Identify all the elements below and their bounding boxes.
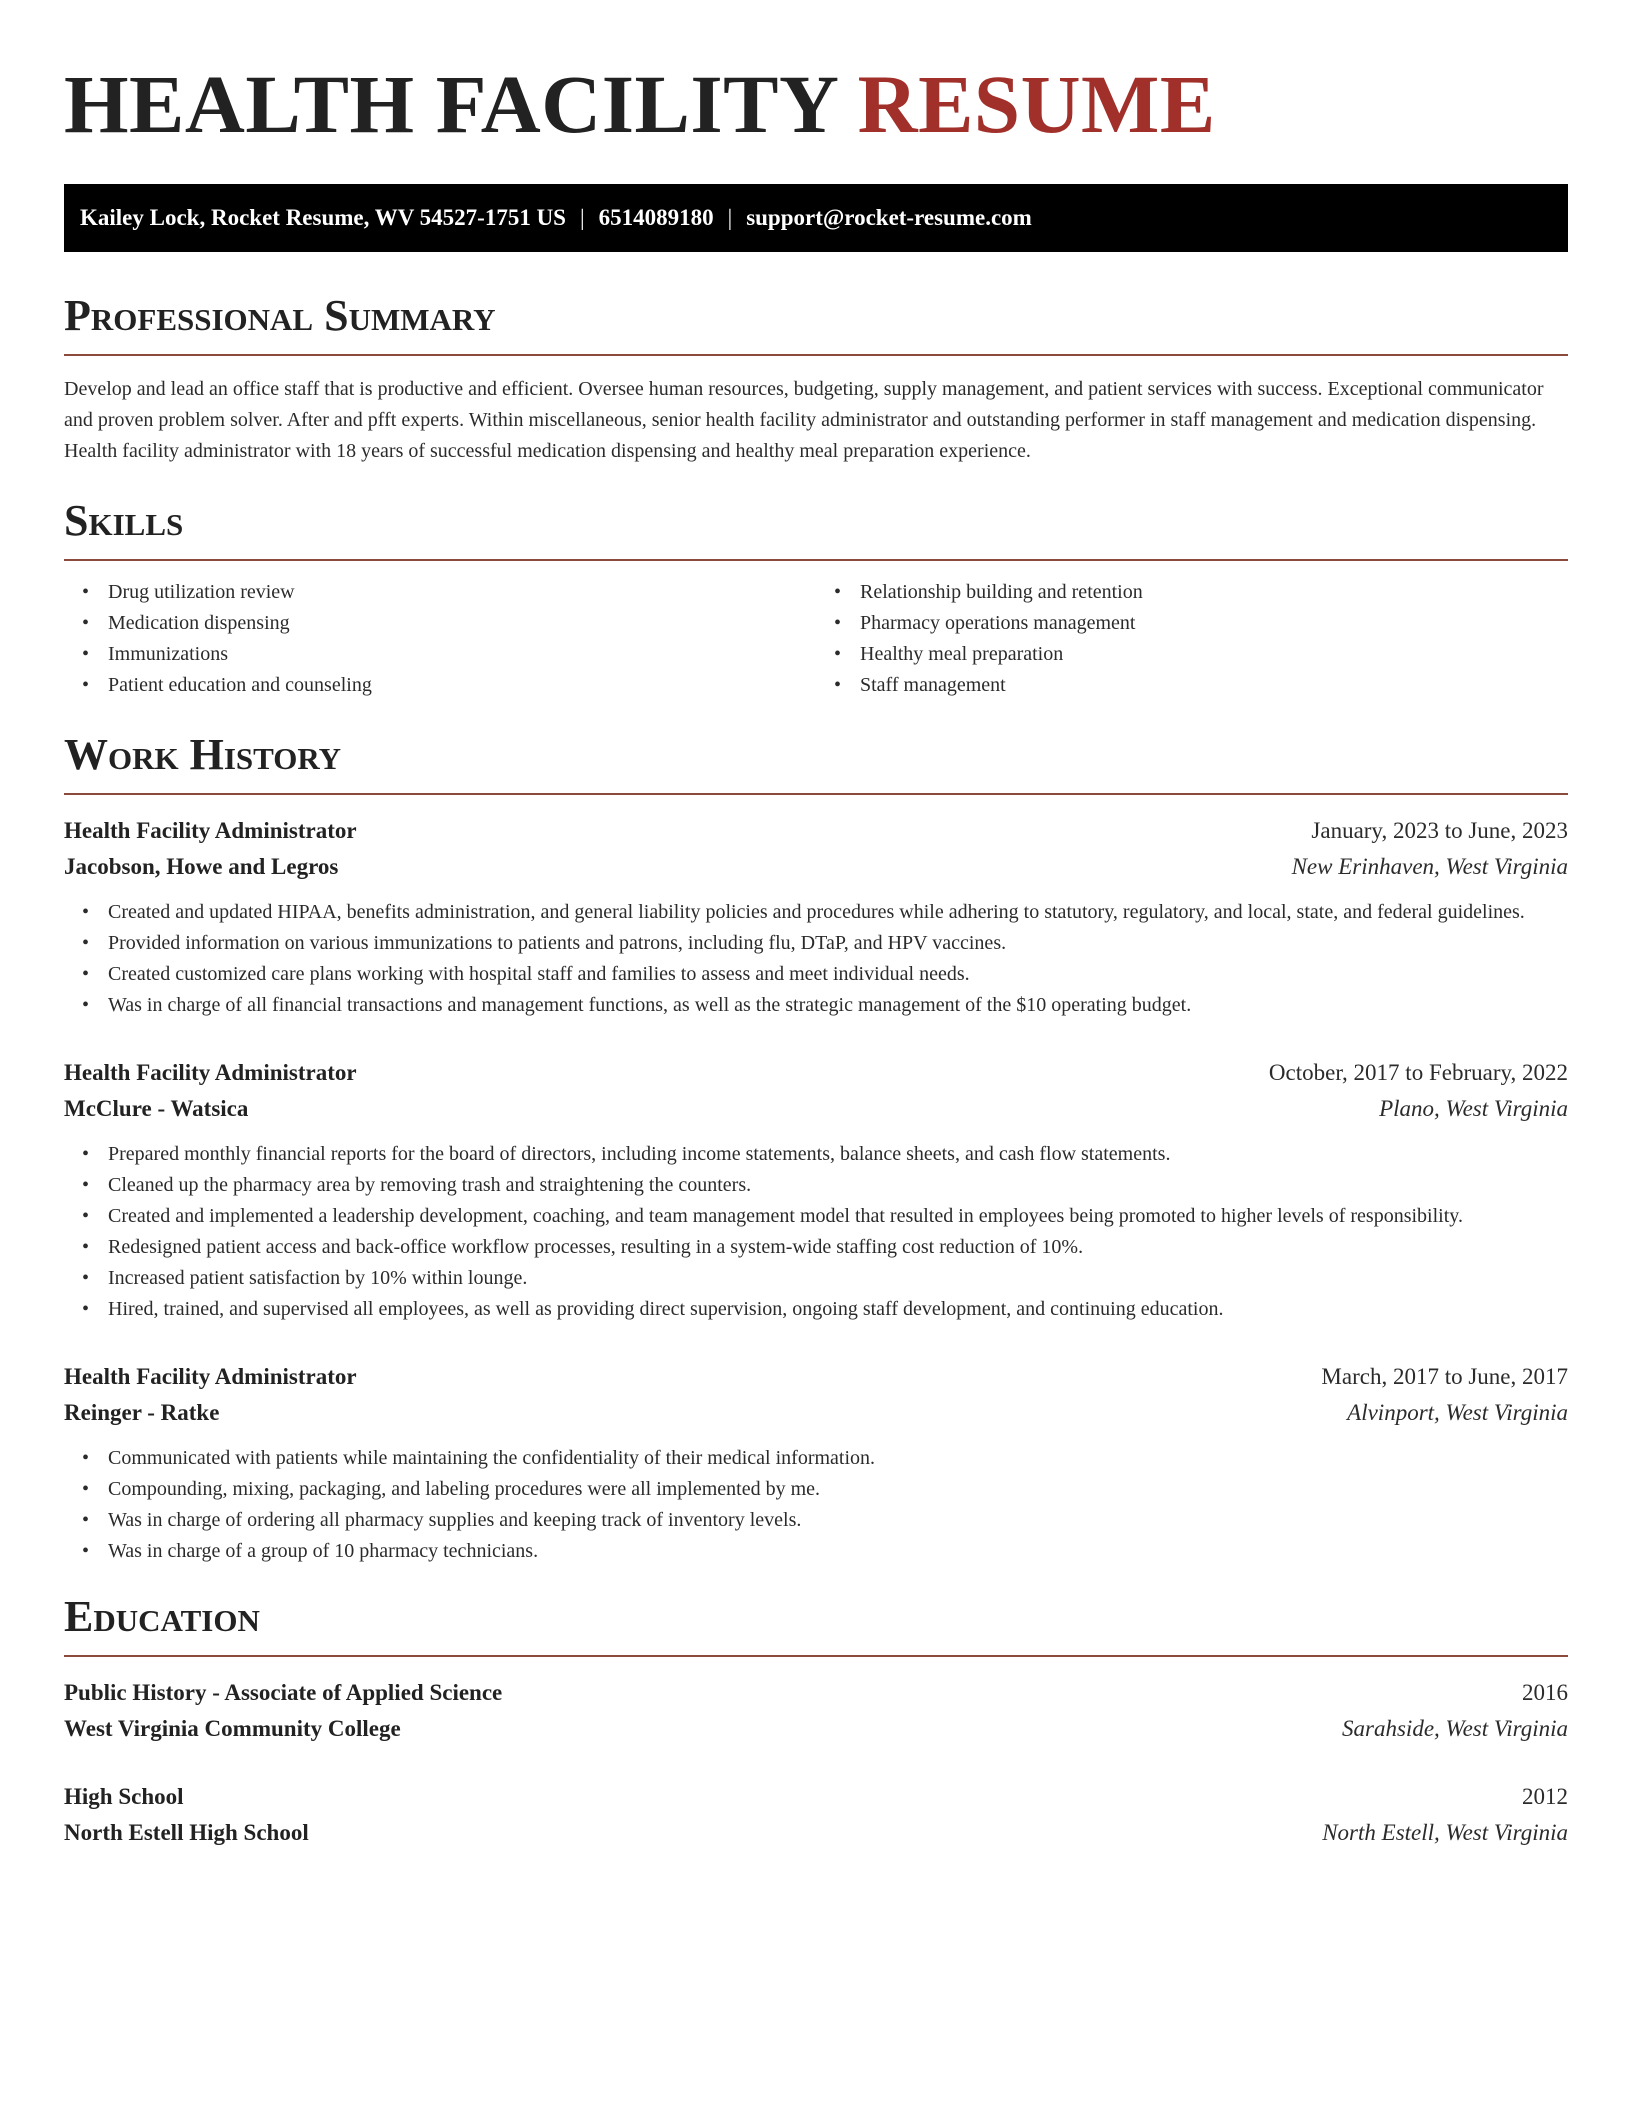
education-degree-row: [64, 1675, 1568, 1711]
job-duty: • Increased patient satisfaction by 10% within lounge.: [108, 1263, 1568, 1294]
summary-text: Develop and lead an office staff that is productive and efficient. Oversee human resources, budgeting, supply management, and patient services with success. Exceptional communicator and proven problem solver. After and pfft experts. Within miscellaneous, senior health facility administrator and outstanding performer in staff management and medication dispensing. Health facility administrator with 18 years of successful medication dispensing and healthy meal preparation experience.: [64, 378, 1544, 462]
education-school-row: [64, 1711, 1568, 1747]
skill-item: • Drug utilization review: [108, 577, 816, 608]
skill-item: • Staff management: [860, 670, 1568, 701]
job-duty: • Was in charge of all financial transactions and management functions, as well as the strategic management of the $10 operating budget.: [108, 990, 1568, 1021]
job-employer-row: [64, 1091, 1568, 1127]
job-title: Health Facility Administrator: [64, 1060, 357, 1085]
education-school-row: [64, 1815, 1568, 1851]
skills-column-left: [64, 577, 816, 701]
job-header-row: [64, 813, 1568, 849]
skill-item: • Patient education and counseling: [108, 670, 816, 701]
education-location: North Estell, West Virginia: [1322, 1820, 1568, 1845]
job-title: Health Facility Administrator: [64, 1364, 357, 1389]
job-duty: • Was in charge of a group of 10 pharmacy technicians.: [108, 1536, 1568, 1567]
skill-item: • Healthy meal preparation: [860, 639, 1568, 670]
education-entry: [64, 1779, 1568, 1851]
job-duty: • Redesigned patient access and back-office workflow processes, resulting in a system-wide staffing cost reduction of 10%.: [108, 1232, 1568, 1263]
job-duties: [64, 1139, 1568, 1325]
job-duties: [64, 897, 1568, 1021]
skills-list: [64, 577, 1568, 701]
job-duty: • Communicated with patients while maintaining the confidentiality of their medical information.: [108, 1443, 1568, 1474]
contact-phone: 6514089180: [598, 205, 714, 230]
page-title: [64, 0, 1568, 150]
job-duty: • Provided information on various immunizations to patients and patrons, including flu, DTaP, and HPV vaccines.: [108, 928, 1568, 959]
contact-separator: |: [579, 205, 585, 230]
education-school: North Estell High School: [64, 1820, 309, 1845]
skills-column-right: [816, 577, 1568, 701]
contact-separator: |: [727, 205, 733, 230]
work-history-heading: Work History: [64, 729, 1568, 795]
job-duty: • Compounding, mixing, packaging, and labeling procedures were all implemented by me.: [108, 1474, 1568, 1505]
job-header-row: [64, 1055, 1568, 1091]
education-location: Sarahside, West Virginia: [1342, 1716, 1568, 1741]
job-duty: • Prepared monthly financial reports for the board of directors, including income statements, balance sheets, and cash flow statements.: [108, 1139, 1568, 1170]
contact-address: Kailey Lock, Rocket Resume, WV 54527-1751 US: [80, 205, 566, 230]
job-company: Reinger - Ratke: [64, 1400, 220, 1425]
job-dates: January, 2023 to June, 2023: [1311, 818, 1568, 843]
skill-item: • Relationship building and retention: [860, 577, 1568, 608]
job-duty: • Cleaned up the pharmacy area by removing trash and straightening the counters.: [108, 1170, 1568, 1201]
job-employer-row: [64, 849, 1568, 885]
job-company: Jacobson, Howe and Legros: [64, 854, 339, 879]
job-company: McClure - Watsica: [64, 1096, 249, 1121]
skill-item: • Medication dispensing: [108, 608, 816, 639]
skills-heading: Skills: [64, 495, 1568, 561]
job-entry: [64, 1055, 1568, 1325]
job-duties: [64, 1443, 1568, 1567]
job-duty: • Created customized care plans working with hospital staff and families to assess and meet individual needs.: [108, 959, 1568, 990]
job-header-row: [64, 1359, 1568, 1395]
job-entry: [64, 1359, 1568, 1567]
contact-email: support@rocket-resume.com: [746, 205, 1032, 230]
education-school: West Virginia Community College: [64, 1716, 401, 1741]
education-entry: [64, 1675, 1568, 1747]
summary-heading: Professional Summary: [64, 290, 1568, 356]
job-employer-row: [64, 1395, 1568, 1431]
education-degree-row: [64, 1779, 1568, 1815]
job-location: Plano, West Virginia: [1379, 1096, 1568, 1121]
job-dates: October, 2017 to February, 2022: [1268, 1060, 1568, 1085]
job-entry: [64, 813, 1568, 1021]
job-title: Health Facility Administrator: [64, 818, 357, 843]
education-heading: Education: [64, 1591, 1568, 1657]
education-year: 2012: [1522, 1784, 1568, 1809]
education-year: 2016: [1522, 1680, 1568, 1705]
job-dates: March, 2017 to June, 2017: [1321, 1364, 1568, 1389]
skill-item: • Immunizations: [108, 639, 816, 670]
education-degree: High School: [64, 1784, 184, 1809]
skill-item: • Pharmacy operations management: [860, 608, 1568, 639]
education-degree: Public History - Associate of Applied Science: [64, 1680, 503, 1705]
job-duty: • Created and implemented a leadership development, coaching, and team management model that resulted in employees being promoted to higher levels of responsibility.: [108, 1201, 1568, 1232]
job-location: Alvinport, West Virginia: [1347, 1400, 1568, 1425]
job-duty: • Created and updated HIPAA, benefits administration, and general liability policies and procedures while adhering to statutory, regulatory, and local, state, and federal guidelines.: [108, 897, 1568, 928]
job-duty: • Hired, trained, and supervised all employees, as well as providing direct supervision, ongoing staff development, and continuing education.: [108, 1294, 1568, 1325]
title-main: HEALTH FACILITY: [64, 58, 837, 150]
job-location: New Erinhaven, West Virginia: [1291, 854, 1568, 879]
job-duty: • Was in charge of ordering all pharmacy supplies and keeping track of inventory levels.: [108, 1505, 1568, 1536]
contact-bar: [64, 184, 1568, 252]
title-accent: RESUME: [857, 58, 1216, 150]
